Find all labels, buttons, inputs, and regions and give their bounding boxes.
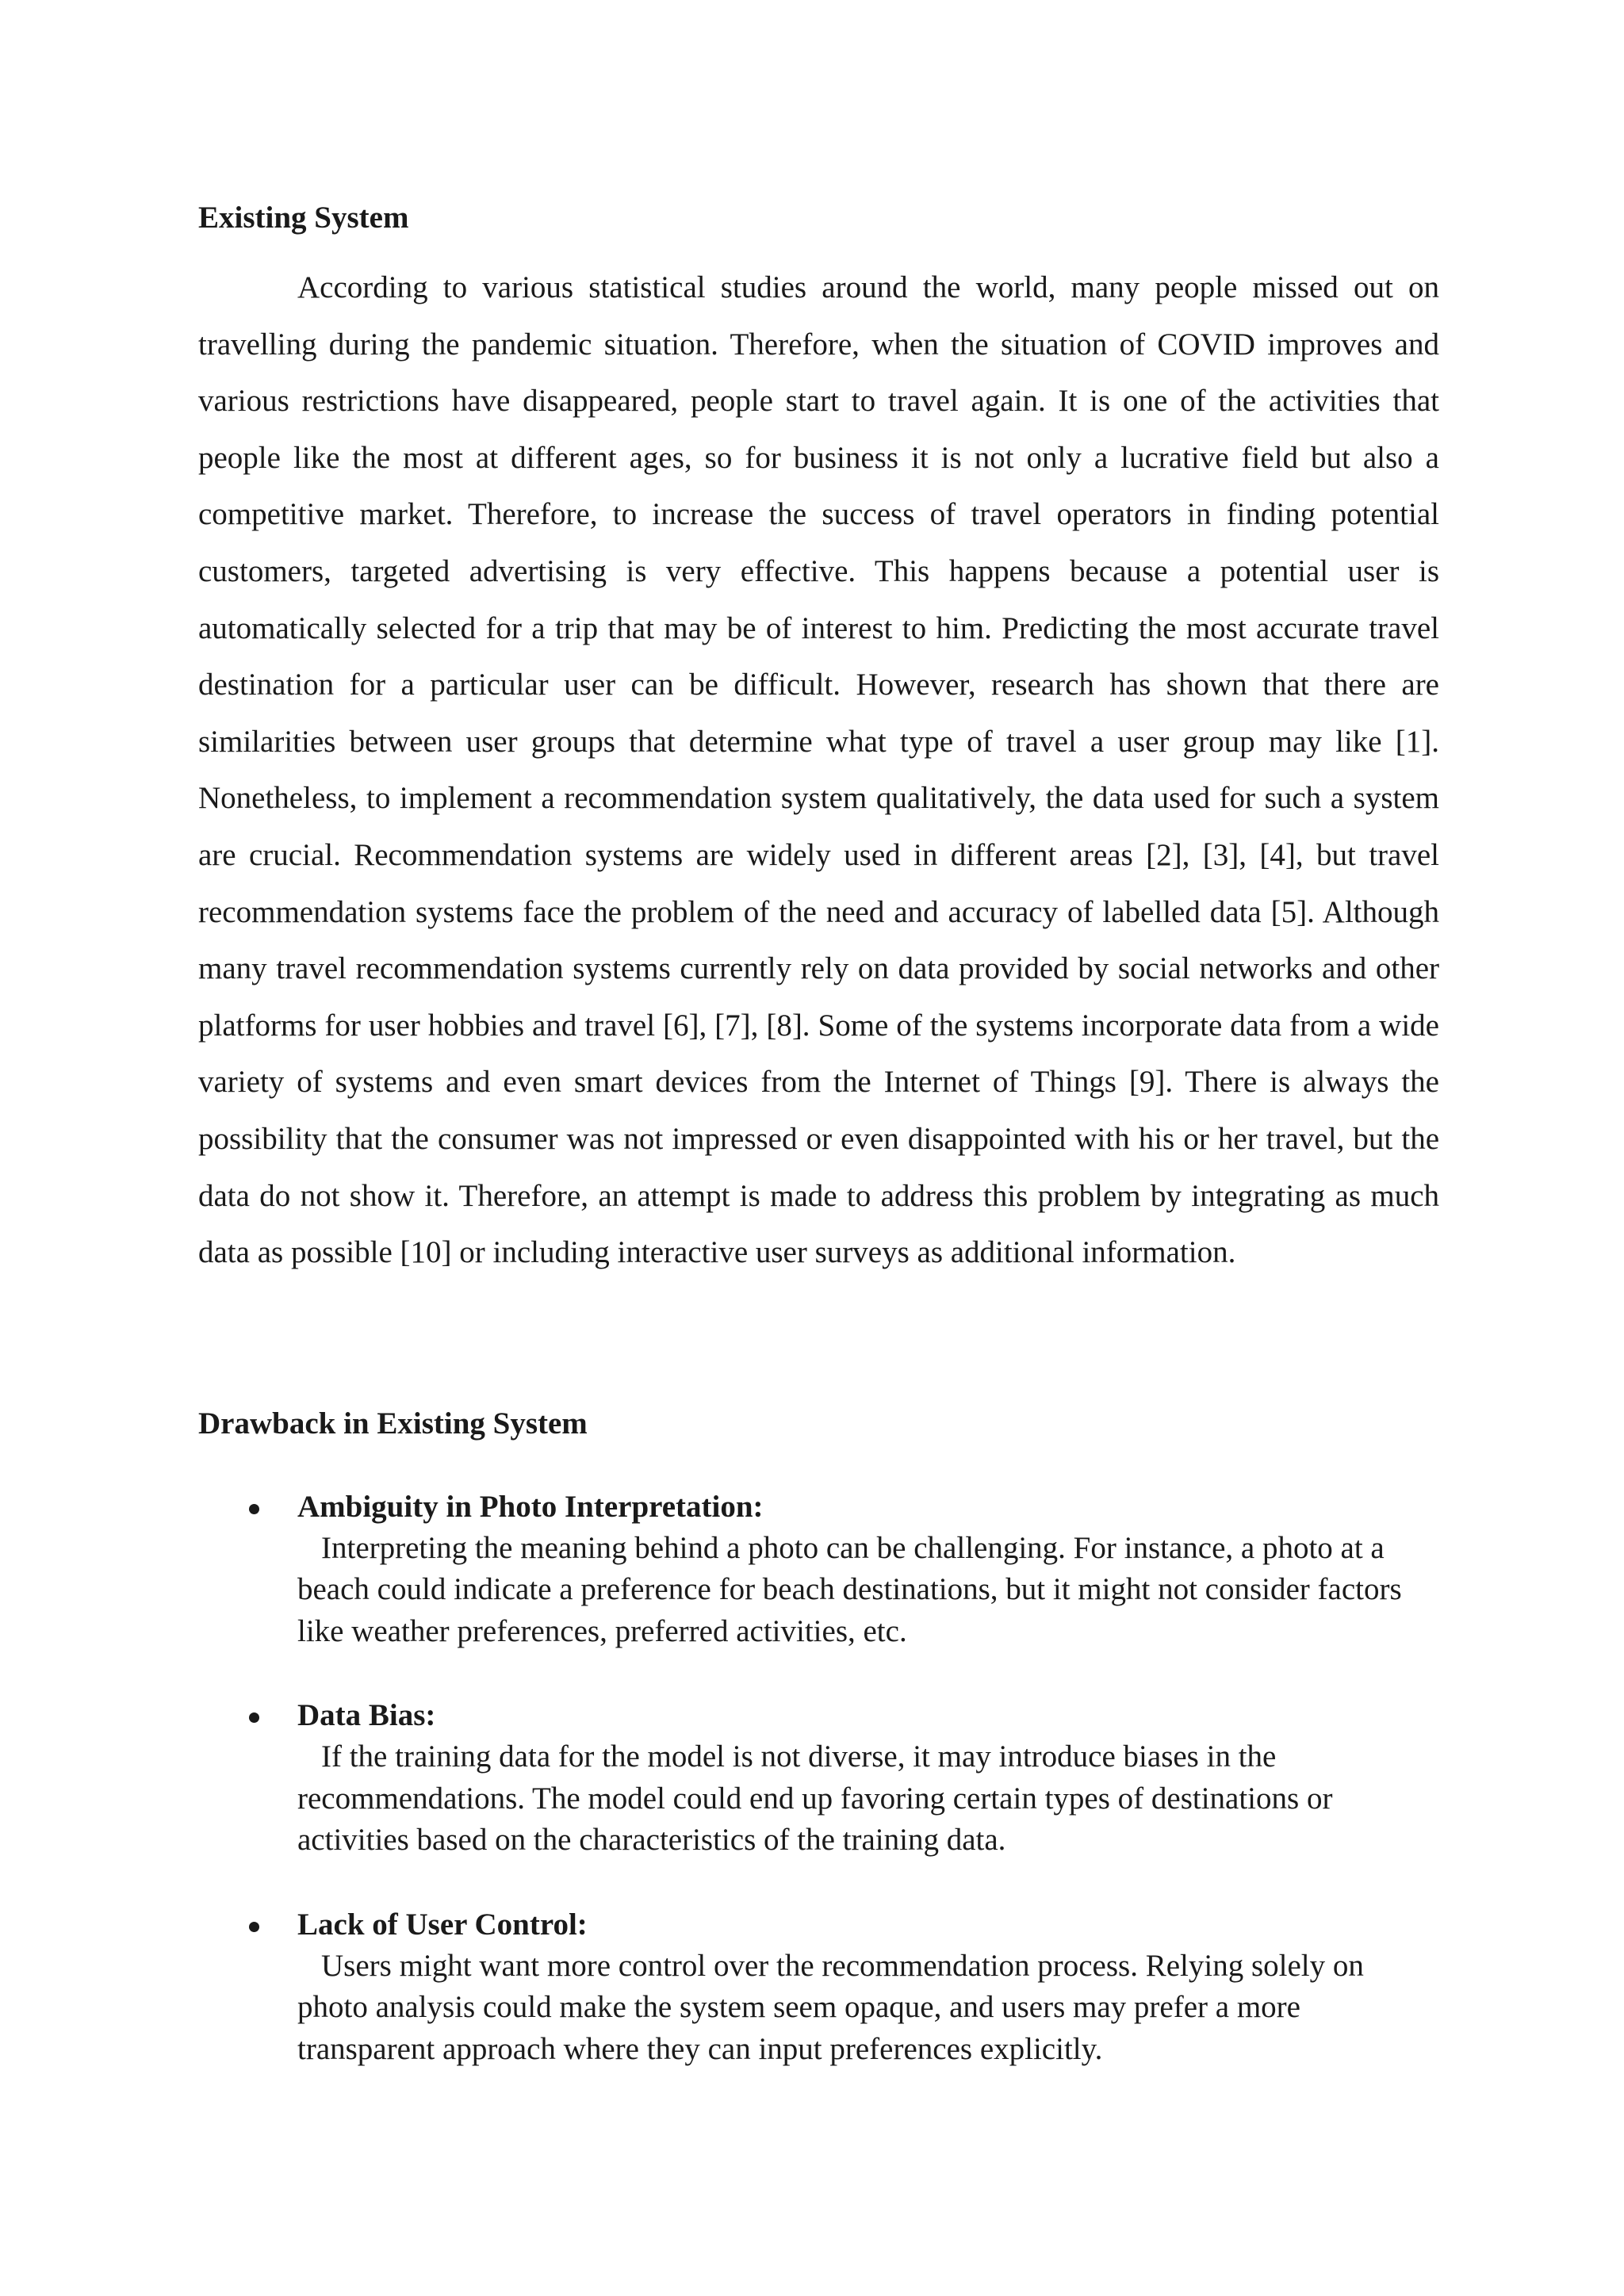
bullet-text: Interpreting the meaning behind a photo can be challenging. For instance, a photo at a beach could indicate a preference for beach destinations, but it might not consider factors like weather preferences, preferred activities, etc. xyxy=(297,1530,1402,1648)
list-item xyxy=(198,1904,1439,2071)
drawback-heading: Drawback in Existing System xyxy=(198,1406,588,1441)
bullet-title: Data Bias: xyxy=(297,1698,436,1733)
bullet-text: If the training data for the model is not diverse, it may introduce biases in the recommendations. The model could end up favoring certain types of destinations or activities based on the characteristics of the training data. xyxy=(297,1739,1333,1858)
bullet-icon xyxy=(249,1712,259,1723)
document-page xyxy=(198,194,1439,2112)
list-item xyxy=(198,1486,1439,1653)
bullet-title: Lack of User Control: xyxy=(297,1907,588,1942)
list-item xyxy=(198,1694,1439,1862)
existing-system-paragraph: According to various statistical studies around the world, many people missed out on travelling during the pandemic situation. Therefore, when the situation of COVID improves and various restrictions have disappeared, people start to travel again. It is one of the activities that people like the most at different ages, so for business it is not only a lucrative field but also a competitive market. Therefore, to increase the success of travel operators in finding potential customers, targeted advertising is very effective. This happens because a potential user is automatically selected for a trip that may be of interest to him. Predicting the most accurate travel destination for a particular user can be difficult. However, research has shown that there are similarities between user groups that determine what type of travel a user group may like [1]. Nonetheless, to implement a recommendation system qualitatively, the data used for such a system are crucial. Recommendation systems are widely used in different areas [2], [3], [4], but travel recommendation systems face the problem of the need and accuracy of labelled data [5]. Although many travel recommendation systems currently rely on data provided by social networks and other platforms for user hobbies and travel [6], [7], [8]. Some of the systems incorporate data from a wide variety of systems and even smart devices from the Internet of Things [9]. There is always the possibility that the consumer was not impressed or even disappointed with his or her travel, but the data do not show it. Therefore, an attempt is made to address this problem by integrating as much data as possible [10] or including interactive user surveys as additional information. xyxy=(198,270,1439,1270)
bullet-icon xyxy=(249,1922,259,1932)
existing-system-heading: Existing System xyxy=(198,201,409,235)
drawback-list xyxy=(198,1486,1439,2071)
bullet-text: Users might want more control over the recommendation process. Relying solely on photo analysis could make the system seem opaque, and users may prefer a more transparent approach where they can input preferences explicitly. xyxy=(297,1948,1364,2066)
bullet-title: Ambiguity in Photo Interpretation: xyxy=(297,1489,764,1524)
bullet-icon xyxy=(249,1504,259,1514)
